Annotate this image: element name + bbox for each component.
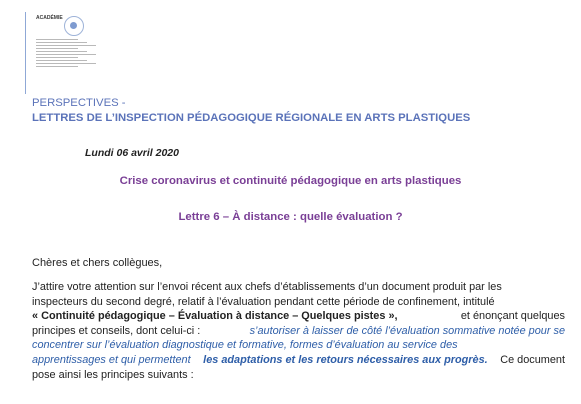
para-line [32,295,565,310]
publication-title-line1: PERSPECTIVES - [32,97,126,109]
logo-mark: ACADÉMIE [36,15,63,21]
para-text: et énonçant quelques [460,310,565,323]
quoted-principle: concentrer sur l’évaluation diagnostique et formative, formes d’évaluation au service des [32,339,458,352]
para-text: pose ainsi les principes suivants : [32,368,194,381]
ministry-lines [36,37,96,69]
letterhead-rule [25,12,26,94]
ministry-logo [36,16,96,76]
para-line [32,309,565,324]
publication-title [32,96,562,126]
para-line [32,324,565,339]
quoted-principle: s’autoriser à laisser de côté l’évaluation sommative notée pour se [249,324,565,337]
para-line [32,353,565,368]
greeting: Chères et chers collègues, [32,257,163,269]
para-line [32,368,565,383]
para-text: Ce document [500,353,565,366]
para-text: J’attire votre attention sur l’envoi récent aux chefs d’établissements d’un document produit par les [32,281,502,293]
para-line [32,280,565,295]
logo-emblem-icon [64,16,84,36]
para-line [32,338,565,353]
para-text: inspecteurs du second degré, relatif à l’évaluation pendant cette période de confinement, intitulé [32,295,495,308]
subject-line: Crise coronavirus et continuité pédagogique en arts plastiques [119,175,462,187]
quoted-principle-emphasis: les adaptations et les retours nécessaires aux progrès. [203,353,488,366]
letter-date: Lundi 06 avril 2020 [85,147,179,159]
para-text: principes et conseils, dont celui-ci : [32,324,201,337]
quoted-principle: apprentissages et qui permettent [32,353,191,366]
publication-title-line2: LETTRES DE L’INSPECTION PÉDAGOGIQUE RÉGIONALE EN ARTS PLASTIQUES [32,112,471,124]
body-paragraph [32,280,565,382]
letter-number-title: Lettre 6 – À distance : quelle évaluation ? [178,211,403,223]
document-title-quote: « Continuité pédagogique – Évaluation à distance – Quelques pistes », [32,310,398,323]
